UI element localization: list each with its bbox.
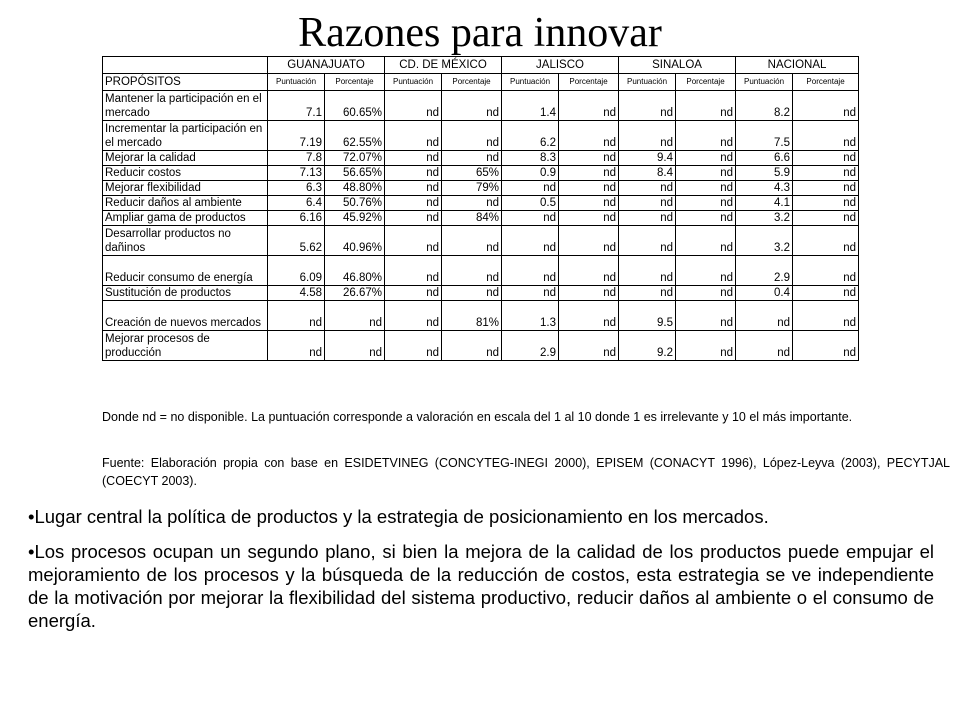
bullet-list	[28, 505, 934, 644]
table-row	[103, 331, 859, 361]
table-cell: nd	[619, 91, 676, 121]
table-cell: 9.4	[619, 151, 676, 166]
table-row	[103, 151, 859, 166]
table-cell: 2.9	[502, 331, 559, 361]
table-cell: nd	[268, 331, 325, 361]
table-cell: 6.4	[268, 196, 325, 211]
table-cell: nd	[442, 256, 502, 286]
table-cell: 9.2	[619, 331, 676, 361]
bullet-item: •Lugar central la política de productos y la estrategia de posicionamiento en los mercados.	[28, 506, 769, 527]
purpose-label: Mantener la participación en el mercado	[103, 91, 268, 121]
table-cell: nd	[385, 91, 442, 121]
region-header: SINALOA	[619, 57, 736, 74]
table-cell: nd	[559, 226, 619, 256]
table-cell: 62.55%	[325, 121, 385, 151]
table-cell: 1.3	[502, 301, 559, 331]
column-header: Puntuación	[619, 74, 676, 91]
region-header: GUANAJUATO	[268, 57, 385, 74]
table-cell: nd	[793, 256, 859, 286]
column-header: Porcentaje	[793, 74, 859, 91]
table-cell: 50.76%	[325, 196, 385, 211]
table-cell: 45.92%	[325, 211, 385, 226]
table-cell: nd	[676, 181, 736, 196]
purpose-label: Sustitución de productos	[103, 286, 268, 301]
table-cell: nd	[793, 121, 859, 151]
purpose-label: Mejorar flexibilidad	[103, 181, 268, 196]
table-cell: 0.5	[502, 196, 559, 211]
purpose-label: Mejorar la calidad	[103, 151, 268, 166]
table-cell: nd	[736, 301, 793, 331]
purpose-label: Mejorar procesos de producción	[103, 331, 268, 361]
table-cell: nd	[793, 301, 859, 331]
table-cell: 7.13	[268, 166, 325, 181]
column-header: Puntuación	[268, 74, 325, 91]
table-cell: nd	[559, 301, 619, 331]
table-cell: nd	[442, 91, 502, 121]
table-cell: nd	[676, 211, 736, 226]
table-cell: nd	[442, 286, 502, 301]
table-cell: 2.9	[736, 256, 793, 286]
region-header: CD. DE MÉXICO	[385, 57, 502, 74]
table-row	[103, 91, 859, 121]
table-cell: nd	[442, 331, 502, 361]
table-cell: nd	[619, 211, 676, 226]
table-cell: nd	[442, 121, 502, 151]
table-cell: 26.67%	[325, 286, 385, 301]
table-cell: nd	[619, 226, 676, 256]
region-header: NACIONAL	[736, 57, 859, 74]
table-cell: nd	[676, 91, 736, 121]
table-cell: nd	[325, 331, 385, 361]
table-cell: nd	[559, 151, 619, 166]
table-row	[103, 256, 859, 286]
table-cell: nd	[559, 256, 619, 286]
table-cell: 7.8	[268, 151, 325, 166]
purpose-label: Reducir consumo de energía	[103, 256, 268, 286]
table-cell: nd	[676, 196, 736, 211]
table-cell: nd	[559, 211, 619, 226]
table-cell: nd	[676, 226, 736, 256]
innovation-reasons-table-container	[102, 56, 858, 361]
table-cell: nd	[559, 91, 619, 121]
table-cell: nd	[385, 286, 442, 301]
table-cell: nd	[502, 286, 559, 301]
table-cell: nd	[385, 226, 442, 256]
table-cell: nd	[559, 331, 619, 361]
table-cell: nd	[385, 331, 442, 361]
purpose-label: Incrementar la participación en el mercado	[103, 121, 268, 151]
table-cell: 81%	[442, 301, 502, 331]
table-cell: 56.65%	[325, 166, 385, 181]
table-row	[103, 166, 859, 181]
purpose-header: PROPÓSITOS	[103, 74, 268, 91]
table-cell: 6.6	[736, 151, 793, 166]
table-cell: nd	[736, 331, 793, 361]
table-cell: nd	[793, 196, 859, 211]
table-cell: nd	[619, 181, 676, 196]
table-cell: nd	[793, 181, 859, 196]
column-header: Porcentaje	[676, 74, 736, 91]
table-row	[103, 286, 859, 301]
table-cell: 6.16	[268, 211, 325, 226]
table-cell: 46.80%	[325, 256, 385, 286]
table-cell: 0.9	[502, 166, 559, 181]
table-body	[103, 91, 859, 361]
table-cell: nd	[559, 181, 619, 196]
table-cell: nd	[676, 286, 736, 301]
table-cell: 84%	[442, 211, 502, 226]
table-cell: nd	[676, 256, 736, 286]
column-header: Porcentaje	[442, 74, 502, 91]
table-cell: 4.1	[736, 196, 793, 211]
table-cell: nd	[619, 121, 676, 151]
table-cell: nd	[793, 166, 859, 181]
table-cell: nd	[619, 286, 676, 301]
table-cell: nd	[385, 256, 442, 286]
table-cell: 79%	[442, 181, 502, 196]
table-cell: 7.1	[268, 91, 325, 121]
table-cell: nd	[502, 226, 559, 256]
table-cell: nd	[676, 166, 736, 181]
table-row	[103, 211, 859, 226]
table-corner	[103, 57, 268, 74]
column-header: Puntuación	[736, 74, 793, 91]
table-cell: 9.5	[619, 301, 676, 331]
table-cell: nd	[559, 166, 619, 181]
table-cell: nd	[385, 151, 442, 166]
table-cell: nd	[793, 211, 859, 226]
table-cell: 4.58	[268, 286, 325, 301]
table-cell: nd	[385, 211, 442, 226]
purpose-label: Creación de nuevos mercados	[103, 301, 268, 331]
table-cell: nd	[502, 181, 559, 196]
table-cell: 5.62	[268, 226, 325, 256]
table-cell: 4.3	[736, 181, 793, 196]
table-cell: nd	[676, 331, 736, 361]
table-cell: 8.3	[502, 151, 559, 166]
purpose-label: Reducir daños al ambiente	[103, 196, 268, 211]
table-cell: nd	[559, 121, 619, 151]
table-cell: nd	[502, 256, 559, 286]
column-header: Puntuación	[502, 74, 559, 91]
table-cell: 60.65%	[325, 91, 385, 121]
table-cell: 7.19	[268, 121, 325, 151]
table-cell: nd	[793, 151, 859, 166]
slide-title: Razones para innovar	[298, 10, 662, 56]
innovation-reasons-table	[102, 56, 859, 361]
table-cell: nd	[676, 121, 736, 151]
table-cell: nd	[385, 196, 442, 211]
nd-footnote: Donde nd = no disponible. La puntuación corresponde a valoración en escala del 1 al 10 donde 1 es irrelevante y 10 el más importante.	[102, 410, 853, 424]
table-cell: 6.2	[502, 121, 559, 151]
table-cell: 40.96%	[325, 226, 385, 256]
table-cell: 72.07%	[325, 151, 385, 166]
purpose-label: Reducir costos	[103, 166, 268, 181]
table-row	[103, 301, 859, 331]
table-cell: 7.5	[736, 121, 793, 151]
table-cell: 1.4	[502, 91, 559, 121]
table-row	[103, 196, 859, 211]
table-cell: nd	[385, 166, 442, 181]
column-header: Porcentaje	[559, 74, 619, 91]
region-header: JALISCO	[502, 57, 619, 74]
table-cell: nd	[676, 151, 736, 166]
table-cell: 8.4	[619, 166, 676, 181]
table-cell: nd	[385, 121, 442, 151]
table-cell: 0.4	[736, 286, 793, 301]
table-cell: 6.09	[268, 256, 325, 286]
column-header: Porcentaje	[325, 74, 385, 91]
table-cell: nd	[619, 256, 676, 286]
bullet-item: •Los procesos ocupan un segundo plano, si bien la mejora de la calidad de los productos puede empujar el mejoramiento de los procesos y la búsqueda de la reducción de costos, esta estrategia se ve independiente de la motivación por mejorar la flexibilidad del sistema productivo, reducir daños al ambiente o el consumo de energía.	[28, 541, 934, 631]
table-cell: 48.80%	[325, 181, 385, 196]
table-cell: nd	[793, 286, 859, 301]
table-cell: nd	[442, 226, 502, 256]
table-cell: 3.2	[736, 211, 793, 226]
table-cell: 65%	[442, 166, 502, 181]
table-cell: 8.2	[736, 91, 793, 121]
table-cell: nd	[325, 301, 385, 331]
table-cell: nd	[676, 301, 736, 331]
table-cell: nd	[559, 286, 619, 301]
table-row	[103, 226, 859, 256]
table-cell: nd	[619, 196, 676, 211]
purpose-label: Desarrollar productos no dañinos	[103, 226, 268, 256]
purpose-label: Ampliar gama de productos	[103, 211, 268, 226]
column-header: Puntuación	[385, 74, 442, 91]
table-cell: nd	[385, 181, 442, 196]
region-header-row	[103, 57, 859, 74]
table-row	[103, 181, 859, 196]
table-row	[103, 121, 859, 151]
table-cell: 5.9	[736, 166, 793, 181]
table-cell: nd	[793, 226, 859, 256]
table-cell: nd	[559, 196, 619, 211]
source-footnote: Fuente: Elaboración propia con base en ESIDETVINEG (CONCYTEG-INEGI 2000), EPISEM (CONACYT 1996), López-Leyva (2003), PECYTJAL (COECYT 2003).	[102, 456, 950, 488]
table-cell: nd	[385, 301, 442, 331]
column-header-row	[103, 74, 859, 91]
table-cell: 6.3	[268, 181, 325, 196]
table-cell: 3.2	[736, 226, 793, 256]
table-cell: nd	[793, 331, 859, 361]
table-cell: nd	[268, 301, 325, 331]
table-cell: nd	[442, 196, 502, 211]
table-cell: nd	[793, 91, 859, 121]
table-cell: nd	[442, 151, 502, 166]
table-cell: nd	[502, 211, 559, 226]
